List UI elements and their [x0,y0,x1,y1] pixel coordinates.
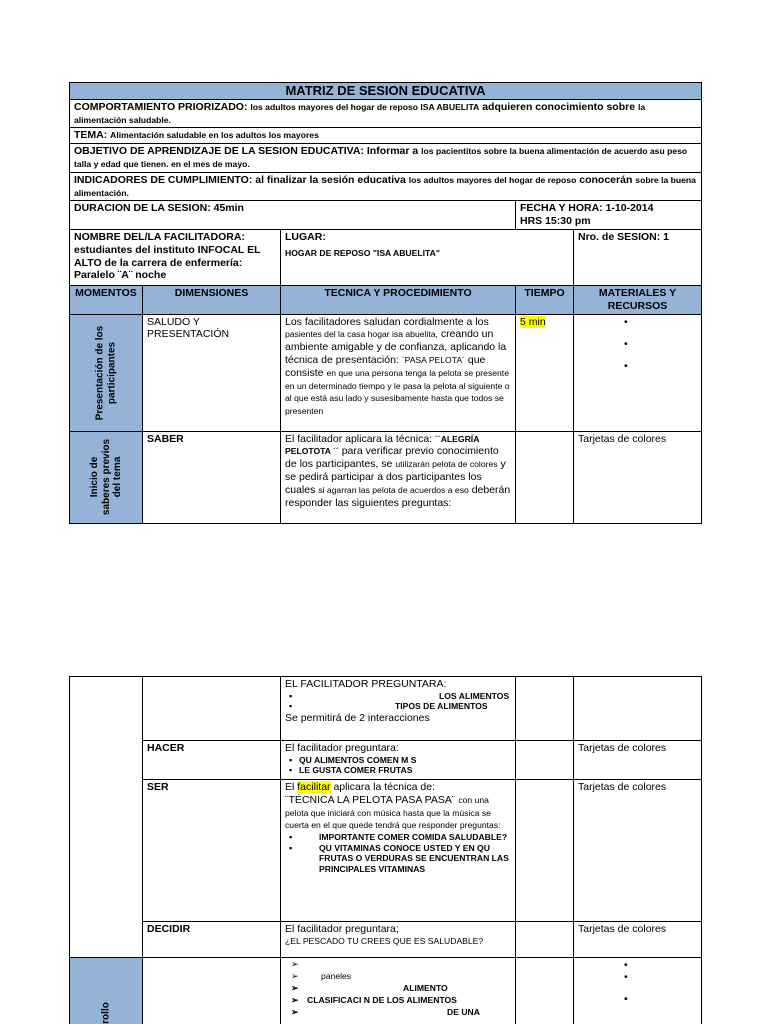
materiales-hacer: Tarjetas de colores [574,741,702,780]
table-row [70,741,702,780]
indicadores-label: INDICADORES DE CUMPLIMIENTO: al finalizar la sesión educativa [74,173,406,186]
tecnica-text: ¨TÉCNICA LA PELOTA PASA PASA¨ con una pelota que iniciará con música hasta que la música se cuerta en el que quede tendrá que responder preguntas: [285,793,501,831]
comportamiento-label: COMPORTAMIENTO PRIORIZADO: [74,100,248,113]
facilitadora-row [70,230,702,286]
list-item [285,959,511,971]
tecnica-cont-cell [281,677,516,741]
lugar-value: HOGAR DE REPOSO "ISA ABUELITA" [285,247,440,258]
arrow-list [285,959,511,1019]
tecnica-text: EL FACILITADOR PREGUNTARA: [285,678,447,690]
questions-list [285,691,511,712]
header-row [70,286,702,315]
tiempo-cell [516,922,574,958]
highlighted-word: facilitar [297,781,331,793]
tecnica-text: creando un ambiente amigable y de confianza, aplicando la técnica de presentación: [285,328,507,367]
objetivo-label: OBJETIVO DE APRENDIZAJE DE LA SESION EDUCATIVA: Informar a [74,145,419,158]
table-row [70,314,702,431]
momento-cell [70,314,143,431]
lugar-label: LUGAR: [285,231,326,244]
tecnica-hacer-cell [281,741,516,780]
header-tecnica: TECNICA Y PROCEDIMIENTO [281,286,516,315]
lugar-cell [281,230,574,286]
list-item: ▪ TIPOS DE ALIMENTOS [285,701,511,711]
tecnica-text: El facilitar aplicara la técnica de: [285,781,436,793]
table-row [70,958,702,1024]
tema-value: Alimentación saludable en los adultos los mayores [110,130,319,141]
materiales-list [578,316,697,382]
objetivo-row [70,144,702,173]
list-item: ▪ LOS ALIMENTOS [285,691,511,701]
list-item [578,316,697,338]
tecnica-saber-cell [281,431,516,523]
dimension-cell [143,677,281,741]
indicadores-text-c: sobre la buena alimentación. [74,174,696,198]
materiales-cell [574,314,702,431]
header-momentos: MOMENTOS [70,286,143,315]
table-row [70,780,702,922]
tiempo-cell [516,958,574,1024]
tiempo-value: 5 min [520,315,546,328]
indicadores-row [70,172,702,201]
comportamiento-cell [70,99,702,128]
materiales-decidir: Tarjetas de colores [574,922,702,958]
momento-cell [70,958,143,1024]
tecnica-ser-cell [281,780,516,922]
list-item [578,360,697,382]
tiempo-cell [516,314,574,431]
tecnica-text: ¿EL PESCADO TU CREES QUE ES SALUDABLE? [285,935,484,946]
tecnica-text: para verificar previo conocimiento de los participantes, se [285,445,499,471]
materiales-saber: Tarjetas de colores [574,431,702,523]
duracion-row [70,201,702,230]
tecnica-text: ´PASA PELOTA´ [401,355,465,366]
tecnica-saludo-cell [281,314,516,431]
tecnica-text: y se pedirá participar a dos participantes los cuales [285,458,506,496]
list-item: ▪ QU VITAMINAS CONOCE USTED Y EN QU FRUTAS O VERDURAS SE ENCUENTRAN LAS PRINCIPALES VITAMINAS [285,843,511,874]
questions-list [285,832,511,874]
materiales-list [578,959,697,1015]
dimension-saludo: SALUDO Y PRESENTACIÓN [143,314,281,431]
tecnica-text: deberán responder las siguientes preguntas: [285,483,511,509]
header-dimensiones: DIMENSIONES [143,286,281,315]
tiempo-cell [516,677,574,741]
duracion-cell: DURACION DE LA SESION: 45min [70,201,516,230]
tecnica-text: que consiste [285,354,486,379]
tecnica-decidir-cell [281,922,516,958]
list-item: ▪ IMPORTANTE COMER COMIDA SALUDABLE? [285,832,511,842]
tema-cell [70,128,702,144]
hora-line: HRS 15:30 pm [520,215,591,228]
tecnica-text: en que una persona tenga la pelota se presente en un determinado tiempo y le pasa la pelota al siguiente o al que está asu lado y susesibamente hasta que todos se presenten [285,367,510,417]
tema-label: TEMA: [74,129,108,142]
momento-inicio: Inicio de saberes previos del tema [88,439,123,516]
momento-presentacion: Presentación de los participantes [94,325,117,420]
momento-cell [70,677,143,958]
table-row [70,677,702,741]
header-tiempo: TIEMPO [516,286,574,315]
tecnica-text: Se permitirá de 2 interacciones [285,711,430,724]
facilitadora-value: estudiantes del instituto INFOCAL EL ALTO de la carrera de enfermería: Paralelo ¨A¨ noche [74,243,261,282]
header-materiales: MATERIALES Y RECURSOS [574,286,702,315]
indicadores-text-b: conocerán [579,173,633,186]
list-item [578,993,697,1015]
session-matrix-table [69,82,701,524]
tiempo-cell [516,741,574,780]
tecnica-text: si agarran las pelota de acuerdos a eso [318,484,469,495]
list-item: ➢ CLASIFICACI N DE LOS ALIMENTOS [285,995,511,1007]
tecnica-last-cell [281,958,516,1024]
list-item [578,338,697,360]
dimension-ser: SER [143,780,281,922]
indicadores-text-a: los adultos mayores del hogar de reposo [408,174,577,185]
facilitadora-cell [70,230,281,286]
tema-row [70,128,702,144]
tecnica-text: Los facilitadores saludan cordialmente a los [285,315,489,328]
list-item: ▪ QU ALIMENTOS COMEN M S [285,755,511,765]
tecnica-text: El facilitador aplicara la técnica: [285,432,433,445]
list-item: ▪ LE GUSTA COMER FRUTAS [285,765,511,775]
dimension-saber: SABER [143,431,281,523]
tecnica-text: pasientes del la casa hogar isa abuelita, [285,329,438,340]
comportamiento-text-c: la alimentación saludable. [74,101,646,125]
tecnica-text: ´´ALEGRÍA PELOTOTA ´´ [285,433,480,457]
comportamiento-text-b: adquieren conocimiento sobre [482,100,636,113]
list-item [578,971,697,993]
tiempo-cell [516,780,574,922]
comportamiento-text-a: los adultos mayores del hogar de reposo ISA ABUELITA [250,101,480,112]
materiales-ser: Tarjetas de colores [574,780,702,922]
tecnica-text: El facilitador preguntara; [285,923,399,935]
facilitadora-label: NOMBRE DEL/LA FACILITADORA: [74,231,245,244]
list-item [578,959,697,971]
dimension-decidir: DECIDIR [143,922,281,958]
title-row [70,83,702,100]
dimension-cell [143,958,281,1024]
tecnica-text: El facilitador preguntara: [285,742,399,754]
indicadores-cell [70,172,702,201]
momento-cell [70,431,143,523]
fecha-cell [516,201,702,230]
comportamiento-row [70,99,702,128]
objetivo-cell [70,144,702,173]
materiales-cell [574,677,702,741]
fecha-line: FECHA Y HORA: 1-10-2014 [520,202,654,215]
tecnica-text: utilizarán pelota de colores [395,459,498,470]
list-item: ➢ paneles [285,971,511,983]
matrix-title: MATRIZ DE SESION EDUCATIVA [70,83,702,100]
table-row [70,431,702,523]
objetivo-value: los pacientitos sobre la buena alimentación de acuerdo asu peso talla y edad que tienen. en el mes de mayo. [74,146,688,170]
table-row [70,922,702,958]
list-item: ➢ DE UNA [285,1007,511,1019]
tiempo-cell [516,431,574,523]
nro-sesion-cell: Nro. de SESION: 1 [574,230,702,286]
dimension-hacer: HACER [143,741,281,780]
list-item: ➢ ALIMENTO [285,983,511,995]
session-matrix-continuation [69,676,701,1024]
materiales-cell [574,958,702,1024]
questions-list [285,755,511,776]
momento-desarrollo: rollo [100,1002,112,1024]
